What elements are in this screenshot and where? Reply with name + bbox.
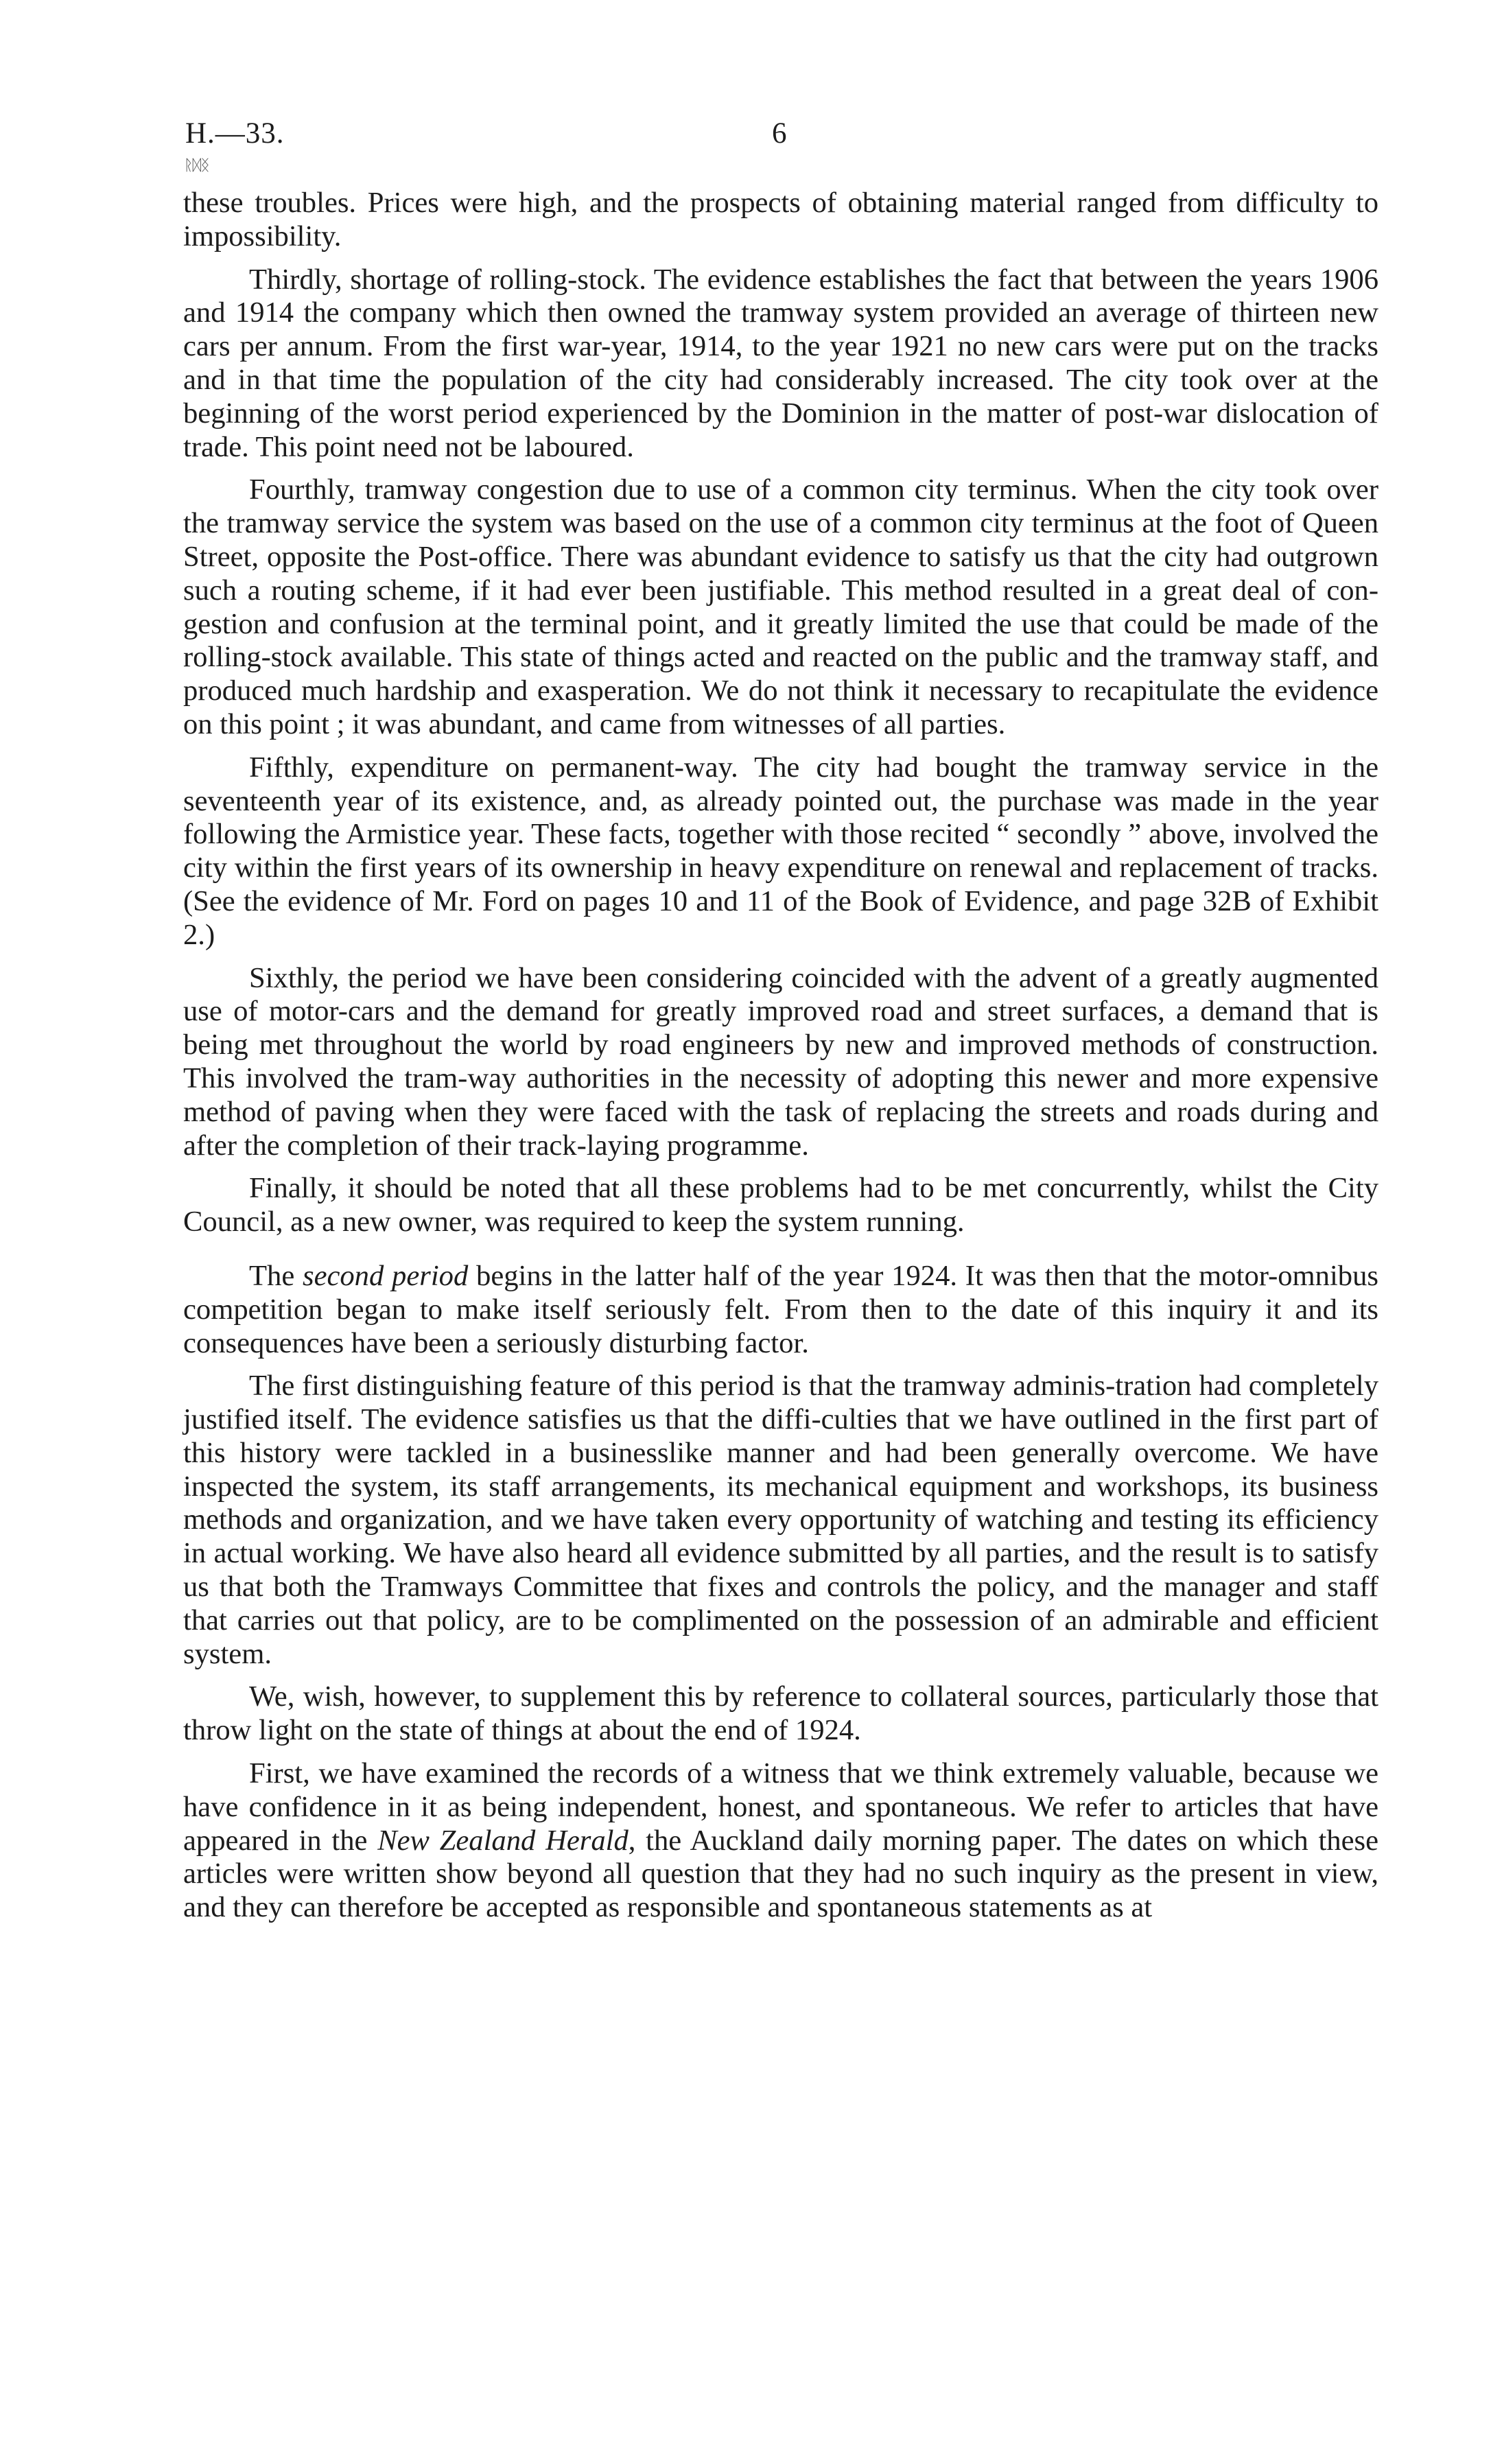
body-text — [183, 187, 1378, 1934]
paragraph: Fourthly, tramway congestion due to use of a common city terminus. When the city took over the tramway service the system was based on the use of a common city terminus at the foot of Queen Street, opposite the Post-office. There was abundant evidence to satisfy us that the city had outgrown such a routing scheme, if it had ever been justifiable. This method resulted in a great deal of con-gestion and confusion at the terminal point, and it greatly limited the use that could be made of the rolling-stock available. This state of things acted and reacted on the public and the tramway staff, and produced much hardship and exasperation. We do not think it necessary to recapitulate the evidence on this point ; it was abundant, and came from witnesses of all parties. — [183, 473, 1378, 740]
paragraph: Fifthly, expenditure on permanent-way. The city had bought the tramway service in the seventeenth year of its existence, and, as already pointed out, the purchase was made in the year following the Armistice year. These facts, together with those recited “ secondly ” above, involved the city within the first years of its ownership in heavy expenditure on renewal and replacement of tracks. (See the evidence of Mr. Ford on pages 10 and 11 of the Book of Evidence, and page 32B of Exhibit 2.) — [183, 751, 1378, 951]
page-header — [185, 117, 1374, 165]
paragraph: The second period begins in the latter half of the year 1924. It was then that the motor-omnibus competition began to make itself seriously felt. From then to the date of this inquiry it and its consequences have been a seriously disturbing factor. — [183, 1259, 1378, 1359]
print-mark: ᚱᛞᛝ — [184, 156, 209, 174]
document-reference: H.—33. — [185, 117, 285, 150]
emphasis: second period — [303, 1259, 469, 1292]
paragraph: The first distinguishing feature of this period is that the tramway adminis-tration had completely justified itself. The evidence satisfies us that the diffi-culties that we have outlined in the first part of this history were tackled in a businesslike manner and had been generally overcome. We have inspected the system, its staff arrangements, its mechanical equipment and workshops, its business methods and organization, and we have taken every opportunity of watching and testing its efficiency in actual working. We have also heard all evidence submitted by all parties, and the result is to satisfy us that both the Tramways Committee that fixes and controls the policy, and the manager and staff that carries out that policy, are to be complimented on the possession of an admirable and efficient system. — [183, 1370, 1378, 1670]
paragraph: Sixthly, the period we have been considering coincided with the advent of a greatly augmented use of motor-cars and the demand for greatly improved road and street surfaces, a demand that is being met throughout the world by road engineers by new and improved methods of construction. This involved the tram-way authorities in the necessity of adopting this newer and more expensive method of paving when they were faced with the task of replacing the streets and roads during and after the completion of their track-laying programme. — [183, 961, 1378, 1162]
emphasis: New Zealand Herald — [377, 1824, 629, 1857]
paragraph: First, we have examined the records of a witness that we think extremely valuable, because we have confidence in it as being independent, honest, and spontaneous. We refer to articles that have appeared in the New Zealand Herald, the Auckland daily morning paper. The dates on which these articles were written show beyond all question that they had no such inquiry as the present in view, and they can therefore be accepted as responsible and spontaneous statements as at — [183, 1757, 1378, 1924]
paragraph: these troubles. Prices were high, and the prospects of obtaining material ranged from difficulty to impossibility. — [183, 187, 1378, 253]
page-number: 6 — [772, 117, 787, 150]
paragraph: Thirdly, shortage of rolling-stock. The evidence establishes the fact that between the years 1906 and 1914 the company which then owned the tramway system provided an average of thirteen new cars per annum. From the first war-year, 1914, to the year 1921 no new cars were put on the tracks and in that time the population of the city had considerably increased. The city took over at the beginning of the worst period experienced by the Dominion in the matter of post-war dislocation of trade. This point need not be laboured. — [183, 263, 1378, 463]
paragraph: We, wish, however, to supplement this by reference to collateral sources, particularly those that throw light on the state of things at about the end of 1924. — [183, 1680, 1378, 1747]
paragraph: Finally, it should be noted that all these problems had to be met concurrently, whilst the City Council, as a new owner, was required to keep the system running. — [183, 1172, 1378, 1239]
